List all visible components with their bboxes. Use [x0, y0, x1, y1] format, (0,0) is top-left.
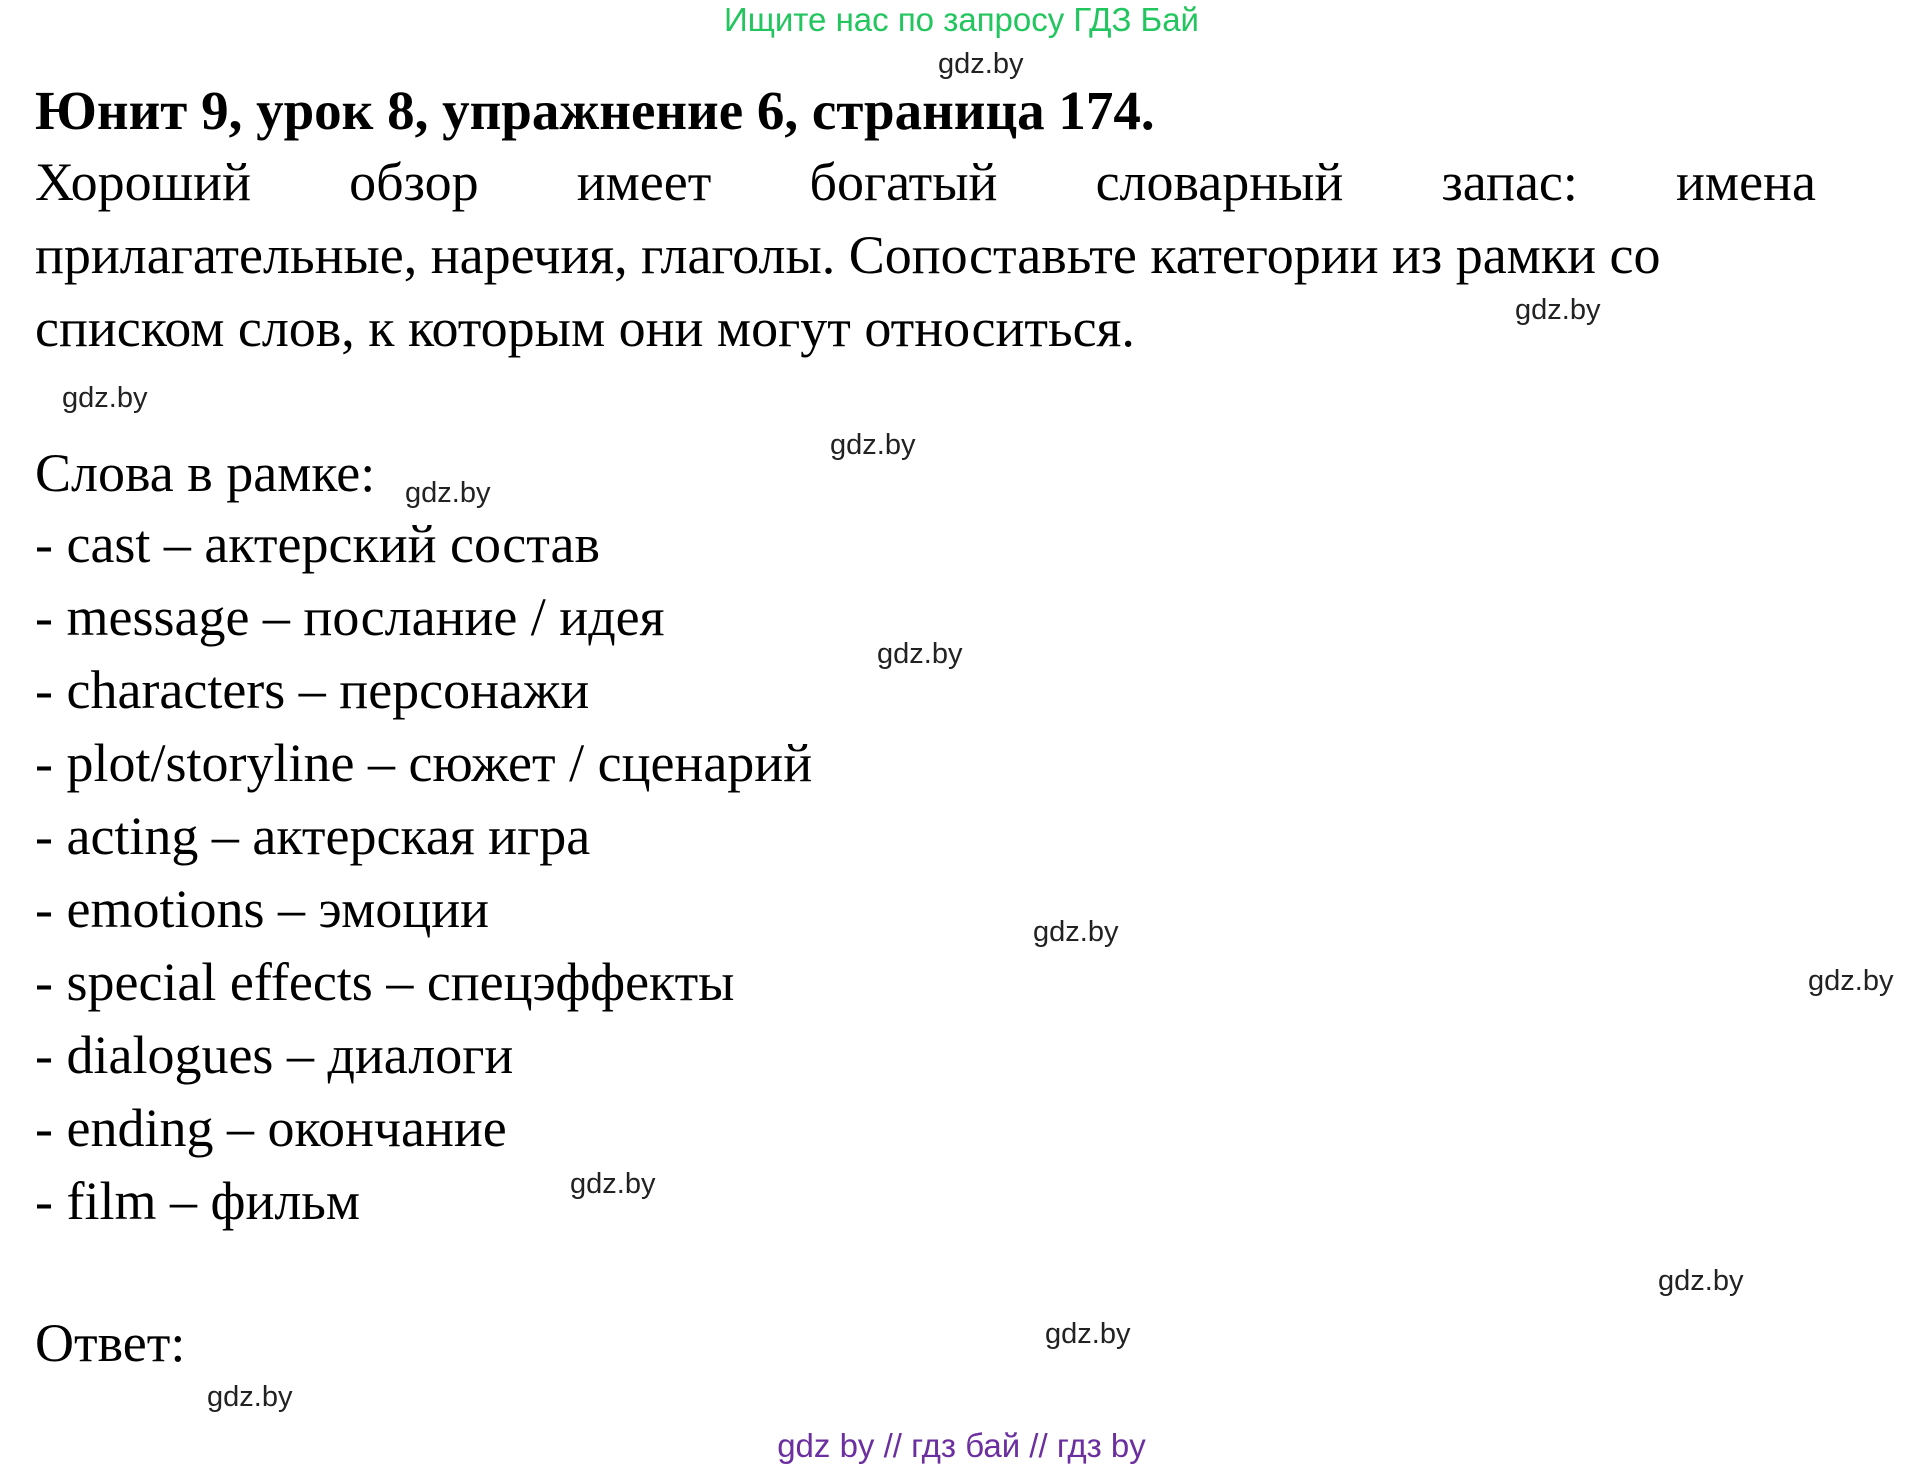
top-banner: Ищите нас по запросу ГДЗ Бай — [724, 1, 1199, 38]
list-item: - plot/storyline – сюжет / сценарий — [35, 733, 813, 793]
instructions-word: имеет — [576, 152, 712, 212]
watermark: gdz.by — [1033, 916, 1119, 948]
watermark: gdz.by — [877, 638, 963, 670]
watermark: gdz.by — [1045, 1318, 1131, 1350]
instructions-word: имена — [1676, 152, 1816, 212]
list-item: - emotions – эмоции — [35, 879, 490, 939]
watermark: gdz.by — [570, 1168, 656, 1200]
watermark: gdz.by — [1515, 294, 1601, 326]
list-item: - acting – актерская игра — [35, 806, 591, 866]
watermark: gdz.by — [1808, 965, 1894, 997]
watermark: gdz.by — [62, 382, 148, 414]
watermark: gdz.by — [830, 429, 916, 461]
watermark: gdz.by — [207, 1381, 293, 1413]
watermark: gdz.by — [405, 477, 491, 509]
watermark: gdz.by — [1658, 1265, 1744, 1297]
instructions-line-3: списком слов, к которым они могут относиться. — [35, 298, 1135, 358]
list-item: - cast – актерский состав — [35, 514, 600, 574]
list-item: - film – фильм — [35, 1171, 361, 1231]
instructions-line-2: прилагательные, наречия, глаголы. Сопоставьте категории из рамки со — [35, 225, 1661, 285]
list-item: - characters – персонажи — [35, 660, 590, 720]
instructions-word: запас: — [1441, 152, 1578, 212]
instructions-word: обзор — [349, 152, 479, 212]
frame-words-label: Слова в рамке: — [35, 443, 376, 503]
instructions-line-1 — [35, 146, 1816, 219]
exercise-title: Юнит 9, урок 8, упражнение 6, страница 174. — [35, 80, 1155, 141]
watermark: gdz.by — [938, 48, 1024, 80]
list-item: - dialogues – диалоги — [35, 1025, 514, 1085]
instructions-word: словарный — [1095, 152, 1344, 212]
list-item: - special effects – спецэффекты — [35, 952, 735, 1012]
answer-label: Ответ: — [35, 1313, 186, 1373]
footer-links[interactable]: gdz by // гдз бай // гдз by — [777, 1427, 1146, 1464]
list-item: - ending – окончание — [35, 1098, 507, 1158]
instructions-word: Хороший — [35, 152, 251, 212]
list-item: - message – послание / идея — [35, 587, 665, 647]
exercise-instructions — [35, 146, 1816, 365]
word-list — [35, 508, 812, 1238]
instructions-word: богатый — [809, 152, 998, 212]
